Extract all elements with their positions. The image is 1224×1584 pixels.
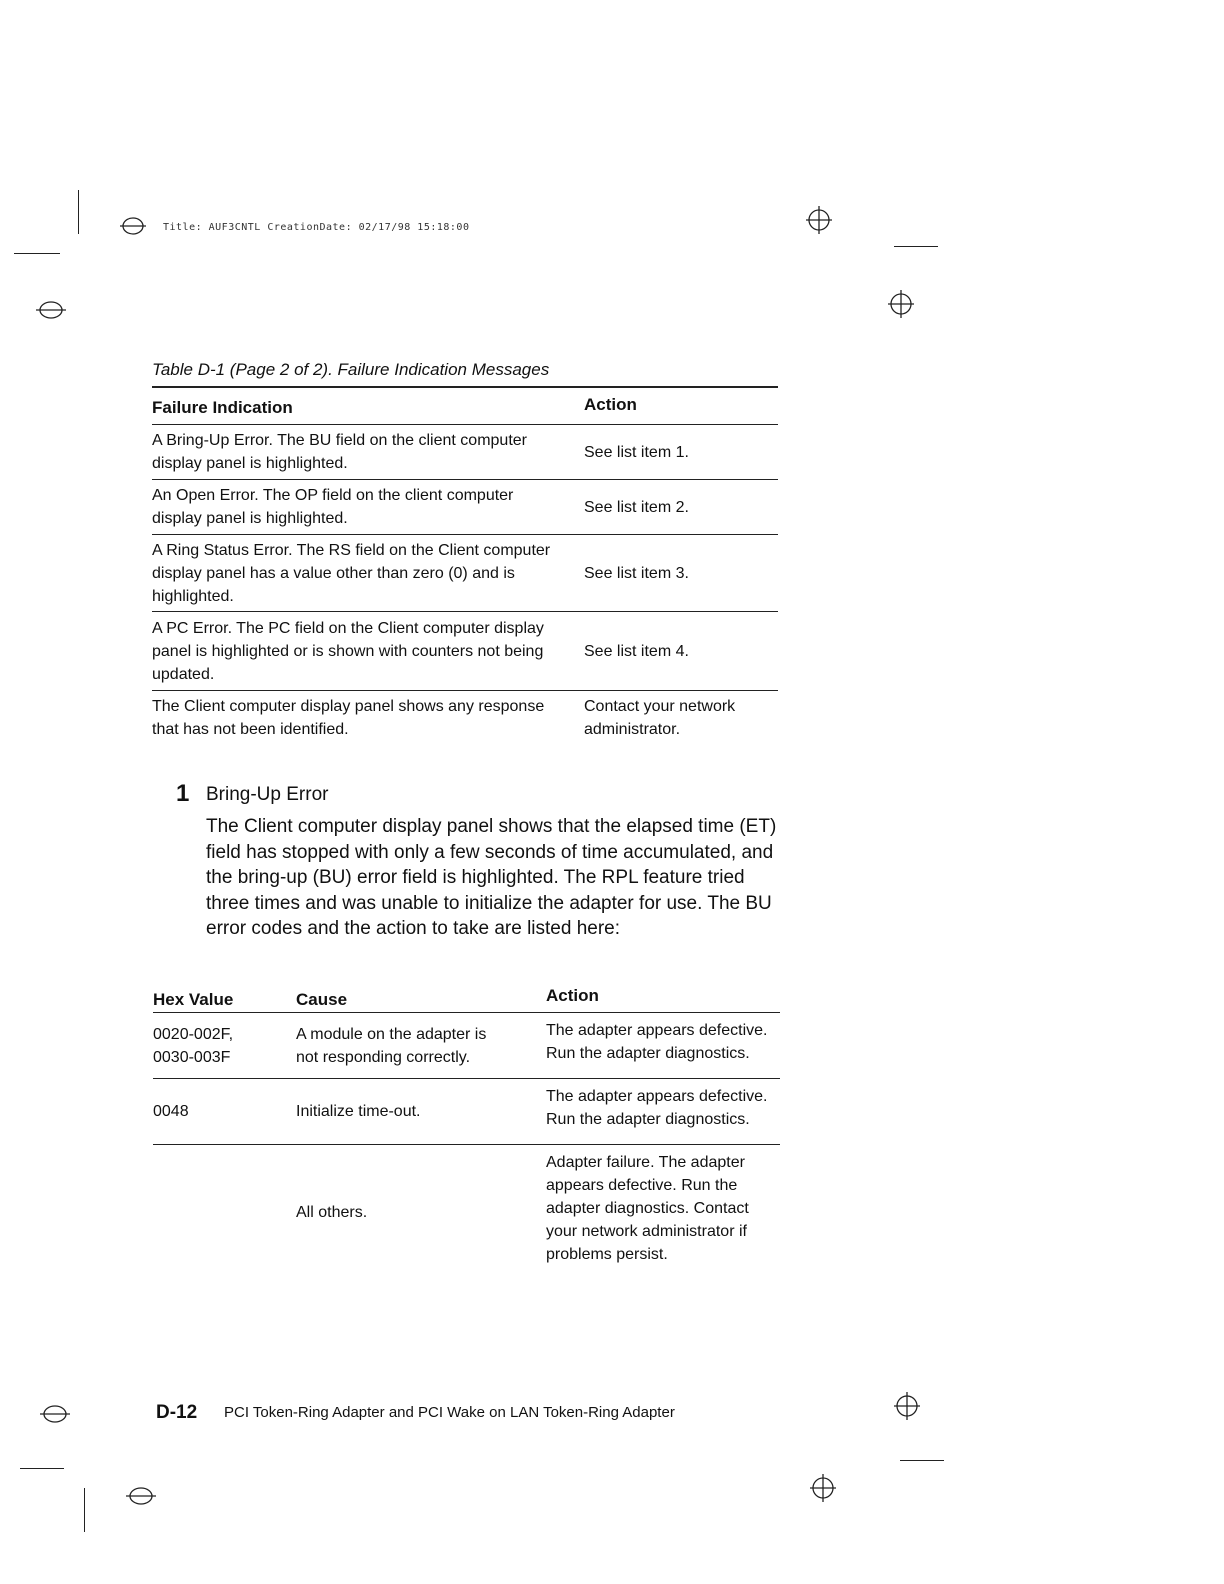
hex-cell <box>153 1145 296 1279</box>
registration-mark-icon <box>886 288 916 320</box>
action-cell: The adapter appears defective. Run the adapter diagnostics. <box>546 1088 768 1128</box>
bu-error-code-table <box>153 986 780 1279</box>
crop-mark <box>20 1468 64 1469</box>
table-row <box>152 424 778 479</box>
action-cell: See list item 2. <box>584 498 689 516</box>
failure-cell: A PC Error. The PC field on the Client computer display panel is highlighted or is shown with counters not being updated. <box>152 619 544 683</box>
list-item-number: 1 <box>176 780 190 807</box>
failure-indication-table <box>152 386 778 751</box>
action-cell: Contact your network administrator. <box>584 698 736 738</box>
table-row <box>153 1144 780 1279</box>
crop-mark <box>14 253 60 254</box>
failure-cell: An Open Error. The OP field on the client computer display panel is highlighted. <box>152 487 514 527</box>
action-cell: The adapter appears defective. Run the adapter diagnostics. <box>546 1022 768 1062</box>
registration-mark-icon <box>892 1390 922 1422</box>
failure-cell: A Bring-Up Error. The BU field on the client computer display panel is highlighted. <box>152 432 527 472</box>
table-header-row <box>152 386 778 424</box>
table-row <box>152 611 778 690</box>
registration-mark-icon <box>804 204 834 236</box>
column-header-action: Action <box>584 395 637 414</box>
action-cell: Adapter failure. The adapter appears defective. Run the adapter diagnostics. Contact your network administrator if problems persist. <box>546 1154 749 1263</box>
table-row <box>153 1012 780 1078</box>
cause-cell: A module on the adapter is not responding correctly. <box>296 1025 487 1066</box>
column-header-action: Action <box>546 986 599 1005</box>
column-header-failure: Failure Indication <box>152 398 293 417</box>
hex-cell: 0048 <box>153 1103 189 1120</box>
table-row <box>152 534 778 611</box>
failure-cell: The Client computer display panel shows any response that has not been identified. <box>152 698 545 738</box>
registration-mark-icon <box>808 1472 838 1504</box>
action-cell: See list item 1. <box>584 443 689 461</box>
list-item-title: Bring-Up Error <box>206 784 329 805</box>
cause-cell: All others. <box>296 1203 368 1221</box>
registration-mark-icon <box>118 214 148 238</box>
failure-cell: A Ring Status Error. The RS field on the Client computer display panel has a value other than zero (0) and is highlighted. <box>152 541 551 605</box>
column-header-hex: Hex Value <box>153 990 234 1009</box>
list-item-body: The Client computer display panel shows that the elapsed time (ET) field has stopped with only a few seconds of time accumulated, and the bring-up (BU) error field is highlighted. The RPL feature tried three times and was unable to initialize the adapter for use. The BU error codes and the action to take are listed here: <box>206 816 777 939</box>
registration-mark-icon <box>124 1484 158 1508</box>
column-header-cause: Cause <box>296 990 348 1009</box>
crop-mark <box>900 1460 944 1461</box>
table-row <box>152 690 778 751</box>
action-cell: See list item 3. <box>584 564 689 582</box>
running-footer: PCI Token-Ring Adapter and PCI Wake on LAN Token-Ring Adapter <box>224 1404 675 1421</box>
registration-mark-icon <box>34 298 68 322</box>
cause-cell: Initialize time-out. <box>296 1103 421 1120</box>
registration-mark-icon <box>38 1402 72 1426</box>
crop-mark <box>894 246 938 247</box>
print-header: Title: AUF3CNTL CreationDate: 02/17/98 15:18:00 <box>163 222 470 233</box>
table-header-row <box>153 986 780 1012</box>
table-row <box>153 1078 780 1144</box>
crop-mark <box>78 190 79 234</box>
crop-mark <box>84 1488 85 1532</box>
hex-cell: 0020-002F, 0030-003F <box>153 1025 234 1066</box>
page-number: D-12 <box>156 1402 198 1423</box>
action-cell: See list item 4. <box>584 642 689 660</box>
table-caption: Table D-1 (Page 2 of 2). Failure Indication Messages <box>152 360 550 379</box>
table-row <box>152 479 778 534</box>
